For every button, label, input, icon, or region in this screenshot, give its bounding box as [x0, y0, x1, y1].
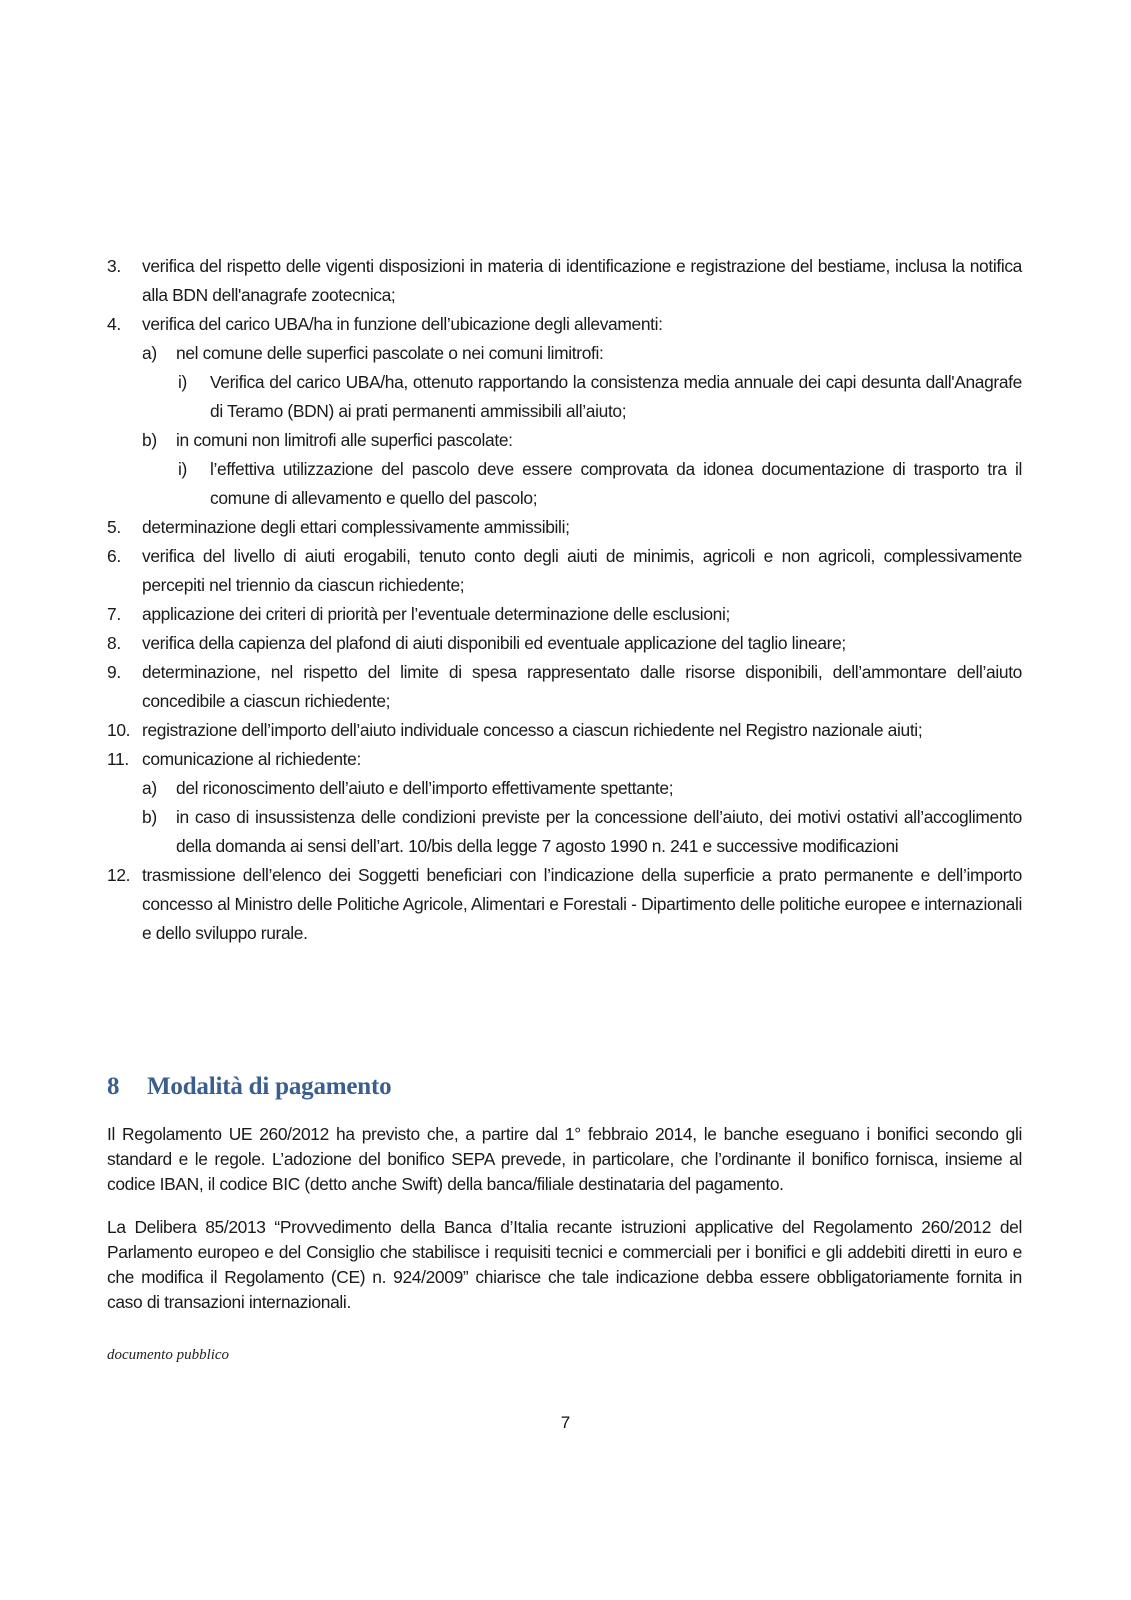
paragraph: La Delibera 85/2013 “Provvedimento della Banca d’Italia recante istruzioni applicative del Regolamento 260/2012 del Parlamento europeo e del Consiglio che stabilisce i requisiti tecnici e commerciali per i bonifici e gli addebiti diretti in euro e che modifica il Regolamento (CE) n. 924/2009” chiarisce che tale indicazione debba essere obbligatoriamente fornita in caso di transazioni internazionali. [107, 1217, 1022, 1312]
list-item [107, 310, 1022, 339]
paragraph: Il Regolamento UE 260/2012 ha previsto che, a partire dal 1° febbraio 2014, le banche eseguano i bonifici secondo gli standard e le regole. L’adozione del bonifico SEPA prevede, in particolare, che l’ordinante il bonifico fornisca, insieme al codice IBAN, il codice BIC (detto anche Swift) della banca/filiale destinataria del pagamento. [107, 1124, 1022, 1194]
list-subsubitem [107, 368, 1022, 426]
list-item-text: l’effettiva utilizzazione del pascolo deve essere comprovata da idonea documentazione di trasporto tra il comune di allevamento e quello del pascolo; [210, 459, 1022, 508]
list-marker: 4. [107, 314, 121, 334]
list-item-text: del riconoscimento dell’aiuto e dell’importo effettivamente spettante; [176, 778, 674, 798]
list-item-text: determinazione, nel rispetto del limite di spesa rappresentato dalle risorse disponibili, dell’ammontare dell’aiuto concedibile a ciascun richiedente; [142, 662, 1022, 711]
list-item-text: in comuni non limitrofi alle superfici pascolate: [176, 430, 513, 450]
list-item-text: verifica del rispetto delle vigenti disposizioni in materia di identificazione e registrazione del bestiame, inclusa la notifica alla BDN dell'anagrafe zootecnica; [142, 256, 1022, 305]
list-marker: 8. [107, 633, 121, 653]
list-item-text: in caso di insussistenza delle condizioni previste per la concessione dell’aiuto, dei motivi ostativi all’accoglimento della domanda ai sensi dell’art. 10/bis della legge 7 agosto 1990 n. 241 e successive modificazioni [176, 807, 1022, 856]
list-item [107, 745, 1022, 774]
list-marker: b) [142, 430, 157, 450]
list-marker: 6. [107, 546, 121, 566]
list-item-text: Verifica del carico UBA/ha, ottenuto rapportando la consistenza media annuale dei capi desunta dall'Anagrafe di Teramo (BDN) ai prati permanenti ammissibili all’aiuto; [210, 372, 1022, 421]
list-item-text: nel comune delle superfici pascolate o nei comuni limitrofi: [176, 343, 604, 363]
list-item [107, 861, 1022, 948]
list-marker: i) [178, 372, 187, 392]
list-subitem [107, 774, 1022, 803]
list-marker: 11. [107, 749, 129, 769]
list-item-text: comunicazione al richiedente: [142, 749, 361, 769]
section-heading [107, 1073, 391, 1101]
footer-note: documento pubblico [107, 1347, 230, 1363]
list-subsubitem [107, 455, 1022, 513]
list-item [107, 252, 1022, 310]
list-subitem [107, 339, 1022, 368]
list-item-text: trasmissione dell’elenco dei Soggetti beneficiari con l’indicazione della superficie a prato permanente e dell’importo concesso al Ministro delle Politiche Agricole, Alimentari e Forestali - Dipartimento delle politiche europee e internazionali e dello sviluppo rurale. [142, 865, 1022, 943]
list-item-text: verifica del livello di aiuti erogabili, tenuto conto degli aiuti de minimis, agricoli e non agricoli, complessivamente percepiti nel triennio da ciascun richiedente; [142, 546, 1022, 595]
list-marker: 10. [107, 720, 131, 740]
list-item [107, 600, 1022, 629]
list-item-text: applicazione dei criteri di priorità per l’eventuale determinazione delle esclusioni; [142, 604, 730, 624]
list-item-text: determinazione degli ettari complessivamente ammissibili; [142, 517, 570, 537]
section-title: Modalità di pagamento [147, 1073, 392, 1100]
section-number: 8 [107, 1073, 120, 1100]
list-item-text: verifica della capienza del plafond di aiuti disponibili ed eventuale applicazione del taglio lineare; [142, 633, 846, 653]
page-number: 7 [560, 1413, 571, 1432]
list-marker: b) [142, 807, 157, 827]
list-subitem [107, 803, 1022, 861]
list-marker: a) [142, 778, 157, 798]
list-item [107, 629, 1022, 658]
list-item [107, 716, 1022, 745]
list-marker: 9. [107, 662, 121, 682]
list-item-text: verifica del carico UBA/ha in funzione dell’ubicazione degli allevamenti: [142, 314, 663, 334]
list-marker: i) [178, 459, 187, 479]
list-marker: 5. [107, 517, 121, 537]
list-item [107, 513, 1022, 542]
list-subitem [107, 426, 1022, 455]
list-item [107, 658, 1022, 716]
procedure-list [107, 252, 1022, 948]
list-marker: 3. [107, 256, 121, 276]
list-marker: 12. [107, 865, 131, 885]
list-marker: 7. [107, 604, 121, 624]
list-item-text: registrazione dell’importo dell’aiuto individuale concesso a ciascun richiedente nel Registro nazionale aiuti; [142, 720, 923, 740]
list-marker: a) [142, 343, 157, 363]
section-body [107, 1122, 1022, 1333]
list-item [107, 542, 1022, 600]
